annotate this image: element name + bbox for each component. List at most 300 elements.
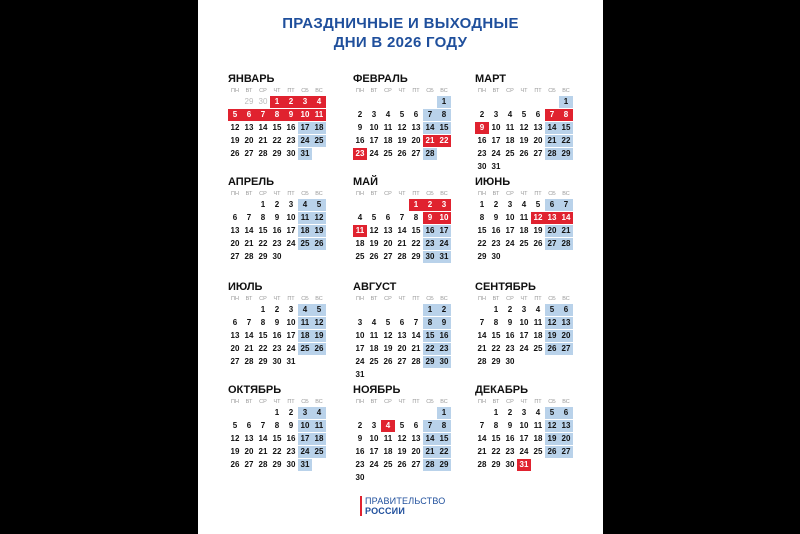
work-day: 25 [519, 239, 529, 248]
weekend-day: 14 [545, 122, 559, 134]
work-day: 7 [246, 318, 252, 327]
work-day: 12 [230, 123, 240, 132]
weekday-label: ЧТ [398, 191, 406, 197]
weekday-label: ВТ [245, 296, 253, 302]
week-row [475, 238, 587, 251]
work-day: 24 [519, 447, 529, 456]
weekend-day: 31 [437, 251, 451, 263]
work-day: 25 [383, 460, 393, 469]
week-row [353, 251, 465, 264]
weekday-label: ПН [478, 296, 486, 302]
work-day: 29 [491, 460, 501, 469]
empty-cell [367, 96, 381, 108]
work-day: 20 [383, 239, 393, 248]
weekend-day: 11 [298, 212, 312, 224]
work-day: 14 [244, 226, 254, 235]
week-row [475, 122, 587, 135]
month-name: СЕНТЯБРЬ [475, 281, 536, 293]
work-day: 14 [477, 331, 487, 340]
work-day: 22 [477, 239, 487, 248]
holiday-day: 9 [284, 109, 298, 121]
work-day: 26 [383, 357, 393, 366]
work-day: 5 [232, 421, 238, 430]
work-day: 20 [230, 344, 240, 353]
weekday-header [353, 295, 465, 304]
work-day: 19 [397, 136, 407, 145]
work-day: 15 [491, 434, 501, 443]
weekday-label: ПТ [287, 191, 295, 197]
prev-month-day: 30 [258, 97, 268, 106]
empty-cell [395, 96, 409, 108]
work-day: 2 [507, 305, 513, 314]
weekend-day: 11 [312, 420, 326, 432]
weekday-label: СР [506, 88, 514, 94]
weekday-label: ЧТ [520, 191, 528, 197]
work-day: 12 [230, 434, 240, 443]
work-day: 13 [230, 331, 240, 340]
weekend-day: 13 [559, 317, 573, 329]
week-row [475, 356, 587, 369]
work-day: 9 [507, 421, 513, 430]
weekday-label: ВС [315, 191, 323, 197]
work-day: 27 [397, 357, 407, 366]
work-day: 30 [355, 473, 365, 482]
week-row [228, 109, 340, 122]
logo-line-2: РОССИИ [365, 506, 406, 516]
work-day: 16 [272, 226, 282, 235]
work-day: 17 [286, 226, 296, 235]
weekend-day: 12 [545, 420, 559, 432]
work-day: 9 [507, 318, 513, 327]
work-day: 3 [371, 421, 377, 430]
work-day: 3 [493, 110, 499, 119]
weekend-day: 30 [423, 251, 437, 263]
work-day: 13 [533, 123, 543, 132]
weekday-label: СР [384, 399, 392, 405]
work-day: 23 [286, 136, 296, 145]
weekend-day: 19 [545, 433, 559, 445]
week-row [228, 212, 340, 225]
work-day: 24 [519, 344, 529, 353]
weekday-label: ВС [440, 88, 448, 94]
work-day: 29 [258, 252, 268, 261]
weekend-day: 29 [423, 356, 437, 368]
work-day: 1 [493, 408, 499, 417]
weekend-day: 6 [545, 199, 559, 211]
holiday-day: 7 [545, 109, 559, 121]
work-day: 22 [491, 344, 501, 353]
week-row [353, 433, 465, 446]
weekend-day: 21 [545, 135, 559, 147]
work-day: 8 [479, 213, 485, 222]
empty-cell [395, 407, 409, 419]
weekend-day: 13 [559, 420, 573, 432]
week-row [353, 148, 465, 161]
empty-cell [228, 407, 242, 419]
work-day: 3 [371, 110, 377, 119]
work-day: 28 [244, 357, 254, 366]
weekday-label: СБ [548, 191, 556, 197]
week-row [228, 225, 340, 238]
weekend-day: 23 [423, 238, 437, 250]
holiday-day: 1 [409, 199, 423, 211]
weekend-day: 15 [437, 122, 451, 134]
work-day: 27 [411, 149, 421, 158]
work-day: 27 [411, 460, 421, 469]
weekday-label: СБ [548, 296, 556, 302]
weekday-header [475, 295, 587, 304]
work-day: 27 [244, 149, 254, 158]
work-day: 15 [477, 226, 487, 235]
work-day: 20 [533, 136, 543, 145]
work-day: 16 [505, 331, 515, 340]
work-day: 15 [258, 226, 268, 235]
month-name: ЯНВАРЬ [228, 73, 275, 85]
work-day: 28 [397, 252, 407, 261]
work-day: 9 [274, 318, 280, 327]
weekend-day: 8 [423, 317, 437, 329]
week-row [228, 317, 340, 330]
weekend-day: 17 [298, 122, 312, 134]
work-day: 24 [369, 460, 379, 469]
work-day: 19 [533, 226, 543, 235]
weekday-label: ПН [231, 191, 239, 197]
work-day: 26 [397, 149, 407, 158]
weekend-day: 28 [559, 238, 573, 250]
empty-cell [381, 96, 395, 108]
weekend-day: 28 [545, 148, 559, 160]
weekday-label: ВС [315, 88, 323, 94]
work-day: 1 [260, 200, 266, 209]
work-day: 29 [411, 252, 421, 261]
work-day: 14 [258, 434, 268, 443]
work-day: 15 [258, 331, 268, 340]
weekend-day: 18 [312, 433, 326, 445]
week-row [353, 96, 465, 109]
weekday-label: ВС [440, 296, 448, 302]
work-day: 29 [258, 357, 268, 366]
holiday-day: 11 [312, 109, 326, 121]
weekend-day: 12 [312, 212, 326, 224]
work-day: 30 [286, 149, 296, 158]
holiday-day: 8 [270, 109, 284, 121]
work-day: 26 [369, 252, 379, 261]
empty-cell [545, 96, 559, 108]
weekend-day: 18 [312, 122, 326, 134]
week-row [353, 369, 465, 382]
weekday-label: ПТ [287, 296, 295, 302]
weekday-header [475, 398, 587, 407]
work-day: 3 [507, 200, 513, 209]
week-row [353, 109, 465, 122]
work-day: 12 [383, 331, 393, 340]
work-day: 18 [533, 331, 543, 340]
work-day: 13 [244, 434, 254, 443]
month-name: НОЯБРЬ [353, 384, 401, 396]
weekday-label: ВТ [370, 191, 378, 197]
week-row [475, 96, 587, 109]
week-row [228, 459, 340, 472]
work-day: 11 [505, 123, 515, 132]
work-day: 16 [355, 136, 365, 145]
weekend-day: 21 [559, 225, 573, 237]
work-day: 27 [383, 252, 393, 261]
weekday-label: СБ [301, 191, 309, 197]
month-12 [475, 383, 587, 472]
month-name: АПРЕЛЬ [228, 176, 275, 188]
empty-cell [381, 304, 395, 316]
week-row [228, 148, 340, 161]
week-row [475, 343, 587, 356]
work-day: 1 [260, 305, 266, 314]
work-day: 6 [413, 421, 419, 430]
weekday-label: ПТ [534, 399, 542, 405]
work-day: 22 [491, 447, 501, 456]
weekday-label: ЧТ [520, 399, 528, 405]
work-day: 17 [369, 447, 379, 456]
work-day: 27 [230, 252, 240, 261]
work-day: 8 [493, 318, 499, 327]
empty-cell [242, 304, 256, 316]
work-day: 30 [491, 252, 501, 261]
weekend-day: 24 [298, 135, 312, 147]
weekday-label: ЧТ [398, 88, 406, 94]
weekday-label: ВТ [492, 191, 500, 197]
holiday-day: 4 [381, 420, 395, 432]
holiday-day: 6 [242, 109, 256, 121]
empty-cell [475, 304, 489, 316]
work-day: 23 [286, 447, 296, 456]
week-row [353, 446, 465, 459]
work-day: 21 [477, 344, 487, 353]
weekday-header [475, 190, 587, 199]
weekend-day: 19 [545, 330, 559, 342]
weekday-label: ЧТ [273, 399, 281, 405]
weekend-day: 4 [312, 407, 326, 419]
weekend-day: 25 [298, 343, 312, 355]
weekend-day: 25 [298, 238, 312, 250]
work-day: 27 [244, 460, 254, 469]
empty-cell [475, 407, 489, 419]
weekday-label: СБ [301, 88, 309, 94]
month-name: АВГУСТ [353, 281, 397, 293]
weekend-day: 22 [559, 135, 573, 147]
weekday-label: ПН [478, 399, 486, 405]
work-day: 15 [272, 123, 282, 132]
work-day: 17 [369, 136, 379, 145]
weekday-label: ПТ [412, 399, 420, 405]
empty-cell [353, 199, 367, 211]
weekend-day: 31 [298, 148, 312, 160]
week-row [228, 122, 340, 135]
weekday-label: ВС [315, 399, 323, 405]
weekend-day: 4 [298, 199, 312, 211]
weekday-label: СБ [548, 399, 556, 405]
holiday-day: 2 [423, 199, 437, 211]
work-day: 20 [244, 136, 254, 145]
weekend-day: 8 [437, 420, 451, 432]
work-day: 23 [355, 460, 365, 469]
weekend-day: 21 [423, 446, 437, 458]
week-row [228, 446, 340, 459]
holiday-day: 8 [559, 109, 573, 121]
work-day: 14 [477, 434, 487, 443]
work-day: 12 [369, 226, 379, 235]
work-day: 24 [286, 239, 296, 248]
work-day: 13 [411, 123, 421, 132]
week-row [475, 109, 587, 122]
holiday-day: 3 [298, 96, 312, 108]
work-day: 7 [479, 421, 485, 430]
empty-cell [367, 304, 381, 316]
work-day: 9 [493, 213, 499, 222]
weekend-day: 24 [437, 238, 451, 250]
work-day: 23 [272, 344, 282, 353]
weekday-label: СР [384, 191, 392, 197]
work-day: 24 [505, 239, 515, 248]
weekday-header [475, 87, 587, 96]
work-day: 2 [274, 200, 280, 209]
work-day: 22 [258, 344, 268, 353]
weekend-day: 25 [312, 446, 326, 458]
weekday-label: ЧТ [273, 88, 281, 94]
weekend-day: 26 [545, 446, 559, 458]
work-day: 3 [521, 408, 527, 417]
work-day: 4 [521, 200, 527, 209]
work-day: 10 [519, 318, 529, 327]
holiday-day: 11 [353, 225, 367, 237]
work-day: 25 [369, 357, 379, 366]
empty-cell [353, 407, 367, 419]
holiday-day: 10 [298, 109, 312, 121]
weekend-day: 27 [545, 238, 559, 250]
weekday-label: ВТ [370, 399, 378, 405]
weekday-header [228, 87, 340, 96]
work-day: 21 [411, 344, 421, 353]
work-day: 22 [411, 239, 421, 248]
week-row [475, 317, 587, 330]
work-day: 9 [274, 213, 280, 222]
work-day: 21 [244, 239, 254, 248]
weekend-day: 5 [312, 199, 326, 211]
month-7 [228, 280, 340, 369]
weekday-label: ВС [440, 191, 448, 197]
work-day: 5 [521, 110, 527, 119]
weekday-label: СБ [426, 191, 434, 197]
work-day: 22 [258, 239, 268, 248]
work-day: 13 [397, 331, 407, 340]
calendar-sheet [198, 0, 603, 534]
work-day: 18 [383, 136, 393, 145]
work-day: 4 [357, 213, 363, 222]
weekday-label: ВС [562, 88, 570, 94]
work-day: 4 [507, 110, 513, 119]
weekend-day: 29 [437, 459, 451, 471]
work-day: 17 [286, 331, 296, 340]
weekend-day: 1 [437, 407, 451, 419]
work-day: 2 [507, 408, 513, 417]
weekend-day: 3 [298, 407, 312, 419]
weekday-label: ЧТ [520, 296, 528, 302]
week-row [353, 225, 465, 238]
work-day: 6 [246, 421, 252, 430]
week-row [353, 212, 465, 225]
weekend-day: 26 [545, 343, 559, 355]
weekday-label: ПТ [534, 296, 542, 302]
work-day: 30 [477, 162, 487, 171]
work-day: 17 [505, 226, 515, 235]
weekday-label: СР [506, 399, 514, 405]
work-day: 23 [477, 149, 487, 158]
weekend-day: 22 [423, 343, 437, 355]
week-row [228, 407, 340, 420]
weekday-label: СР [259, 399, 267, 405]
weekend-day: 17 [437, 225, 451, 237]
work-day: 21 [258, 136, 268, 145]
week-row [228, 356, 340, 369]
work-day: 22 [272, 447, 282, 456]
holiday-day: 21 [423, 135, 437, 147]
work-day: 26 [230, 149, 240, 158]
week-row [475, 161, 587, 174]
work-day: 11 [383, 434, 393, 443]
weekend-day: 31 [298, 459, 312, 471]
month-6 [475, 175, 587, 264]
empty-cell [409, 96, 423, 108]
month-11 [353, 383, 465, 485]
empty-cell [409, 304, 423, 316]
work-day: 28 [477, 357, 487, 366]
prev-month-day: 29 [244, 97, 254, 106]
weekday-label: ВС [562, 296, 570, 302]
work-day: 10 [491, 123, 501, 132]
work-day: 19 [383, 344, 393, 353]
work-day: 25 [533, 447, 543, 456]
work-day: 4 [371, 318, 377, 327]
work-day: 30 [286, 460, 296, 469]
weekend-day: 27 [559, 446, 573, 458]
month-name: МАРТ [475, 73, 507, 85]
weekend-day: 7 [423, 109, 437, 121]
work-day: 10 [369, 434, 379, 443]
work-day: 11 [533, 421, 543, 430]
weekend-day: 5 [545, 304, 559, 316]
work-day: 5 [385, 318, 391, 327]
weekday-header [228, 295, 340, 304]
work-day: 19 [230, 447, 240, 456]
weekend-day: 6 [559, 304, 573, 316]
work-day: 23 [272, 239, 282, 248]
work-day: 16 [491, 226, 501, 235]
work-day: 29 [272, 149, 282, 158]
work-day: 30 [505, 357, 515, 366]
weekend-day: 23 [437, 343, 451, 355]
work-day: 9 [357, 434, 363, 443]
weekend-day: 14 [423, 122, 437, 134]
government-logo [360, 496, 445, 516]
title-line-1: ПРАЗДНИЧНЫЕ И ВЫХОДНЫЕ [282, 15, 519, 32]
weekend-day: 18 [298, 330, 312, 342]
weekend-day: 7 [423, 420, 437, 432]
work-day: 16 [477, 136, 487, 145]
work-day: 7 [260, 421, 266, 430]
work-day: 1 [493, 305, 499, 314]
holiday-day: 9 [475, 122, 489, 134]
work-day: 29 [272, 460, 282, 469]
week-row [475, 212, 587, 225]
work-day: 24 [491, 149, 501, 158]
weekday-label: ВТ [245, 399, 253, 405]
